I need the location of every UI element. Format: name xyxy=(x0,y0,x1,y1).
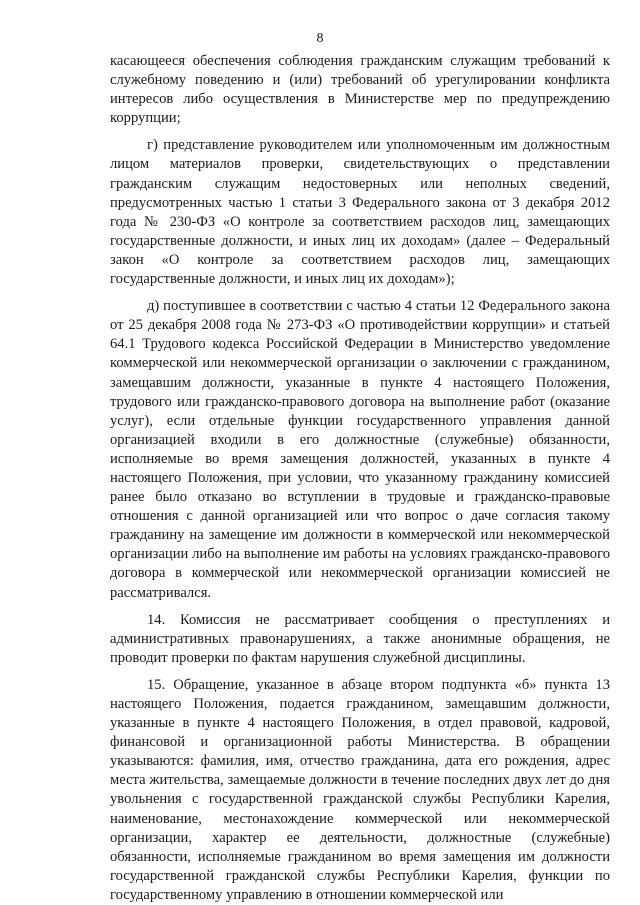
paragraph-clause-15: 15. Обращение, указанное в абзаце втором подпункта «б» пункта 13 настоящего Положения, подается гражданином, замещавшим должности, указанные в пункте 4 настоящего Положения, в отдел правовой, кадровой, финансовой и организационной работы Министерства. В обращении указываются: фамилия, имя, отчество гражданина, дата его рождения, адрес места жительства, замещаемые должности в течение последних двух лет до дня увольнения с государственной гражданской службы Республики Карелия, наименование, местонахождение коммерческой или некоммерческой организации, характер ее деятельности, должностные (служебные) обязанности, исполняемые гражданином во время замещения им должности государственной гражданской службы Республики Карелия, функции по государственному управлению в отношении коммерческой или xyxy=(110,676,610,903)
document-body xyxy=(110,52,610,905)
page-number: 8 xyxy=(316,31,324,46)
paragraph-item-d: д) поступившее в соответствии с частью 4 статьи 12 Федерального закона от 25 декабря 2008 года № 273-ФЗ «О противодействии коррупции» и статьей 64.1 Трудового кодекса Российской Федерации в Министерство уведомление коммерческой или некоммерческой организации о заключении с гражданином, замещавшим должности, указанные в пункте 4 настоящего Положения, трудового или гражданско-правового договора на выполнение работ (оказание услуг), если отдельные функции государственного управления данной организацией входили в его должностные (служебные) обязанности, исполняемые во время замещения должностей, указанных в пункте 4 настоящего Положения, при условии, что указанному гражданину комиссией ранее было отказано во вступлении в трудовые и гражданско-правовые отношения с данной организацией или что вопрос о даче согласия такому гражданину на замещение им должности в коммерческой или некоммерческой организации либо на выполнение им работы на условиях гражданско-правового договора в коммерческой или некоммерческой организации комиссией не рассматривался. xyxy=(110,298,610,601)
paragraph-item-g: г) представление руководителем или уполномоченным им должностным лицом материалов проверки, свидетельствующих о представлении гражданским служащим недостоверных или неполных сведений, предусмотренных частью 1 статьи 3 Федерального закона от 3 декабря 2012 года № 230-ФЗ «О контроле за соответствием расходов лиц, замещающих государственные должности, и иных лиц их доходам» (далее – Федеральный закон «О контроле за соответствием расходов лиц, замещающих государственные должности, и иных лиц их доходам»); xyxy=(110,137,610,288)
paragraph-continuation: касающееся обеспечения соблюдения гражданским служащим требований к служебному поведению и (или) требований об урегулировании конфликта интересов либо осуществления в Министерстве мер по предупреждению коррупции; xyxy=(110,53,610,127)
paragraph-clause-14: 14. Комиссия не рассматривает сообщения о преступлениях и административных правонарушениях, а также анонимные обращения, не проводит проверки по фактам нарушения служебной дисциплины. xyxy=(110,611,610,666)
